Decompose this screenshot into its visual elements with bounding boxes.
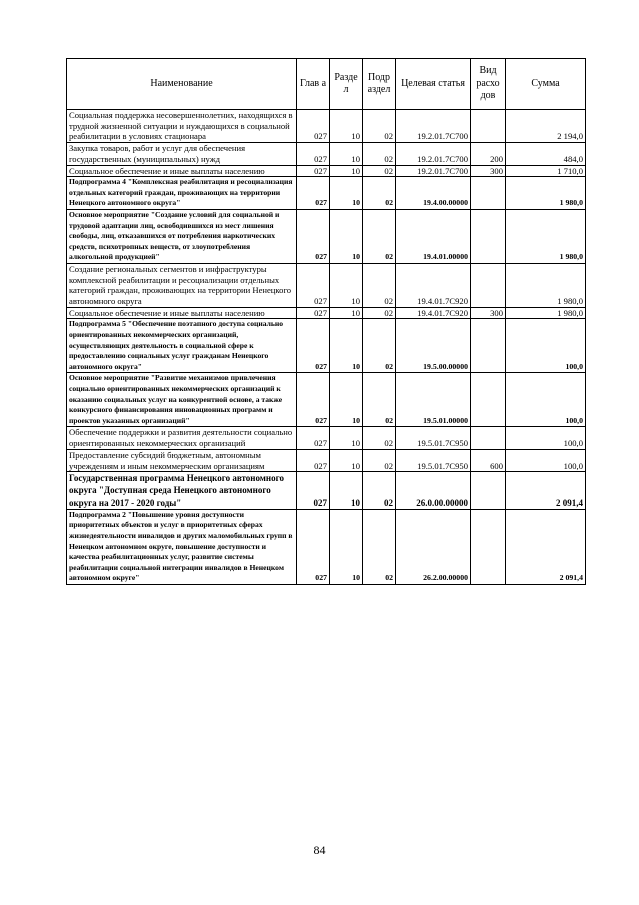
cell-target: 26.2.00.00000 — [396, 509, 471, 584]
budget-table-container — [66, 58, 585, 585]
cell-name: Закупка товаров, работ и услуг для обеспечения государственных (муниципальных) нужд — [67, 143, 297, 165]
cell-type: 200 — [471, 143, 506, 165]
cell-section: 10 — [330, 210, 363, 264]
table-row — [67, 110, 586, 143]
cell-chapter: 027 — [297, 307, 330, 319]
cell-type — [471, 263, 506, 307]
header-name: Наименование — [67, 59, 297, 110]
cell-name: Создание региональных сегментов и инфраструктуры комплексной реабилитации и ресоциализации отдельных категорий граждан, проживающих на территории Ненецкого автономного округа — [67, 263, 297, 307]
cell-target: 19.5.01.00000 — [396, 373, 471, 427]
cell-amount: 2 194,0 — [506, 110, 586, 143]
header-target: Целевая статья — [396, 59, 471, 110]
table-row — [67, 143, 586, 165]
table-row — [67, 177, 586, 210]
cell-subsection: 02 — [363, 307, 396, 319]
table-row — [67, 427, 586, 449]
cell-target: 19.5.01.7С950 — [396, 449, 471, 471]
cell-amount: 100,0 — [506, 373, 586, 427]
cell-section: 10 — [330, 177, 363, 210]
cell-subsection: 02 — [363, 110, 396, 143]
cell-section: 10 — [330, 449, 363, 471]
table-row — [67, 210, 586, 264]
cell-name: Обеспечение поддержки и развития деятельности социально ориентированных некоммерческих организаций — [67, 427, 297, 449]
cell-amount: 2 091,4 — [506, 472, 586, 510]
cell-section: 10 — [330, 143, 363, 165]
table-row — [67, 449, 586, 471]
cell-subsection: 02 — [363, 165, 396, 177]
cell-chapter: 027 — [297, 143, 330, 165]
table-row — [67, 509, 586, 584]
cell-subsection: 02 — [363, 427, 396, 449]
cell-chapter: 027 — [297, 373, 330, 427]
cell-amount: 484,0 — [506, 143, 586, 165]
cell-type — [471, 319, 506, 373]
cell-chapter: 027 — [297, 210, 330, 264]
cell-section: 10 — [330, 472, 363, 510]
cell-name: Государственная программа Ненецкого автономного округа "Доступная среда Ненецкого автономного округа на 2017 - 2020 годы" — [67, 472, 297, 510]
table-row — [67, 263, 586, 307]
cell-subsection: 02 — [363, 210, 396, 264]
cell-section: 10 — [330, 319, 363, 373]
cell-target: 19.2.01.7С700 — [396, 143, 471, 165]
cell-chapter: 027 — [297, 110, 330, 143]
cell-name: Социальная поддержка несовершеннолетних, находящихся в трудной жизненной ситуации и нуждающихся в социальной реабилитации в условиях стационара — [67, 110, 297, 143]
cell-target: 19.2.01.7С700 — [396, 110, 471, 143]
cell-subsection: 02 — [363, 177, 396, 210]
cell-amount: 100,0 — [506, 449, 586, 471]
cell-section: 10 — [330, 110, 363, 143]
cell-section: 10 — [330, 509, 363, 584]
cell-section: 10 — [330, 307, 363, 319]
table-row — [67, 472, 586, 510]
cell-name: Подпрограмма 4 "Комплексная реабилитация и ресоциализация отдельных категорий граждан, проживающих на территории Ненецкого автономного округа" — [67, 177, 297, 210]
cell-type — [471, 509, 506, 584]
cell-chapter: 027 — [297, 427, 330, 449]
cell-type — [471, 373, 506, 427]
cell-section: 10 — [330, 165, 363, 177]
cell-name: Социальное обеспечение и иные выплаты населению — [67, 307, 297, 319]
table-row — [67, 373, 586, 427]
cell-type: 300 — [471, 165, 506, 177]
cell-amount: 100,0 — [506, 319, 586, 373]
cell-section: 10 — [330, 427, 363, 449]
cell-amount: 1 710,0 — [506, 165, 586, 177]
header-subsection: Подр аздел — [363, 59, 396, 110]
table-row — [67, 165, 586, 177]
cell-name: Подпрограмма 5 "Обеспечение поэтапного доступа социально ориентированных некоммерческих организаций, осуществляющих деятельность в социальной сфере к предоставлению социальных услуг гражданам Ненецкого автономного округа" — [67, 319, 297, 373]
cell-chapter: 027 — [297, 509, 330, 584]
cell-amount: 100,0 — [506, 427, 586, 449]
cell-section: 10 — [330, 373, 363, 427]
cell-type: 300 — [471, 307, 506, 319]
cell-target: 19.2.01.7С700 — [396, 165, 471, 177]
cell-subsection: 02 — [363, 143, 396, 165]
cell-section: 10 — [330, 263, 363, 307]
cell-type — [471, 210, 506, 264]
cell-name: Подпрограмма 2 "Повышение уровня доступности приоритетных объектов и услуг в приоритетных сферах жизнедеятельности инвалидов и других маломобильных групп в Ненецком автономном округе, повышение доступности и качества реабилитационных услуг, развитие системы реабилитации социальной интеграции инвалидов в Ненецком автономном округе" — [67, 509, 297, 584]
cell-amount: 1 980,0 — [506, 263, 586, 307]
cell-subsection: 02 — [363, 373, 396, 427]
cell-chapter: 027 — [297, 472, 330, 510]
cell-amount: 1 980,0 — [506, 177, 586, 210]
cell-target: 19.5.00.00000 — [396, 319, 471, 373]
cell-chapter: 027 — [297, 319, 330, 373]
cell-type — [471, 177, 506, 210]
cell-target: 19.5.01.7С950 — [396, 427, 471, 449]
cell-name: Основное мероприятие "Развитие механизмов привлечения социально ориентированных некоммерческих организаций к оказанию социальных услуг на конкурентной основе, а также конкурсного финансирования инновационных программ и проектов указанных организаций" — [67, 373, 297, 427]
cell-type: 600 — [471, 449, 506, 471]
table-header-row — [67, 59, 586, 110]
cell-target: 19.4.01.00000 — [396, 210, 471, 264]
header-chapter: Глав а — [297, 59, 330, 110]
cell-chapter: 027 — [297, 449, 330, 471]
header-amount: Сумма — [506, 59, 586, 110]
table-row — [67, 307, 586, 319]
cell-chapter: 027 — [297, 165, 330, 177]
cell-target: 19.4.00.00000 — [396, 177, 471, 210]
cell-amount: 1 980,0 — [506, 307, 586, 319]
cell-amount: 1 980,0 — [506, 210, 586, 264]
cell-type — [471, 110, 506, 143]
cell-chapter: 027 — [297, 177, 330, 210]
cell-type — [471, 472, 506, 510]
cell-target: 19.4.01.7С920 — [396, 307, 471, 319]
table-row — [67, 319, 586, 373]
cell-subsection: 02 — [363, 509, 396, 584]
table-body — [67, 110, 586, 585]
cell-subsection: 02 — [363, 449, 396, 471]
cell-subsection: 02 — [363, 472, 396, 510]
cell-chapter: 027 — [297, 263, 330, 307]
cell-name: Основное мероприятие "Создание условий для социальной и трудовой адаптации лиц, освободившихся из мест лишения свободы, лиц, отказавшихся от потребления наркотических средств, психотропных веществ, от злоупотребления алкогольной продукцией" — [67, 210, 297, 264]
header-section: Разде л — [330, 59, 363, 110]
cell-name: Социальное обеспечение и иные выплаты населению — [67, 165, 297, 177]
page-number: 84 — [313, 843, 326, 857]
cell-name: Предоставление субсидий бюджетным, автономным учреждениям и иным некоммерческим организациям — [67, 449, 297, 471]
cell-subsection: 02 — [363, 263, 396, 307]
budget-table — [66, 58, 586, 585]
header-type: Вид расхо дов — [471, 59, 506, 110]
cell-target: 26.0.00.00000 — [396, 472, 471, 510]
cell-subsection: 02 — [363, 319, 396, 373]
cell-type — [471, 427, 506, 449]
cell-amount: 2 091,4 — [506, 509, 586, 584]
cell-target: 19.4.01.7С920 — [396, 263, 471, 307]
